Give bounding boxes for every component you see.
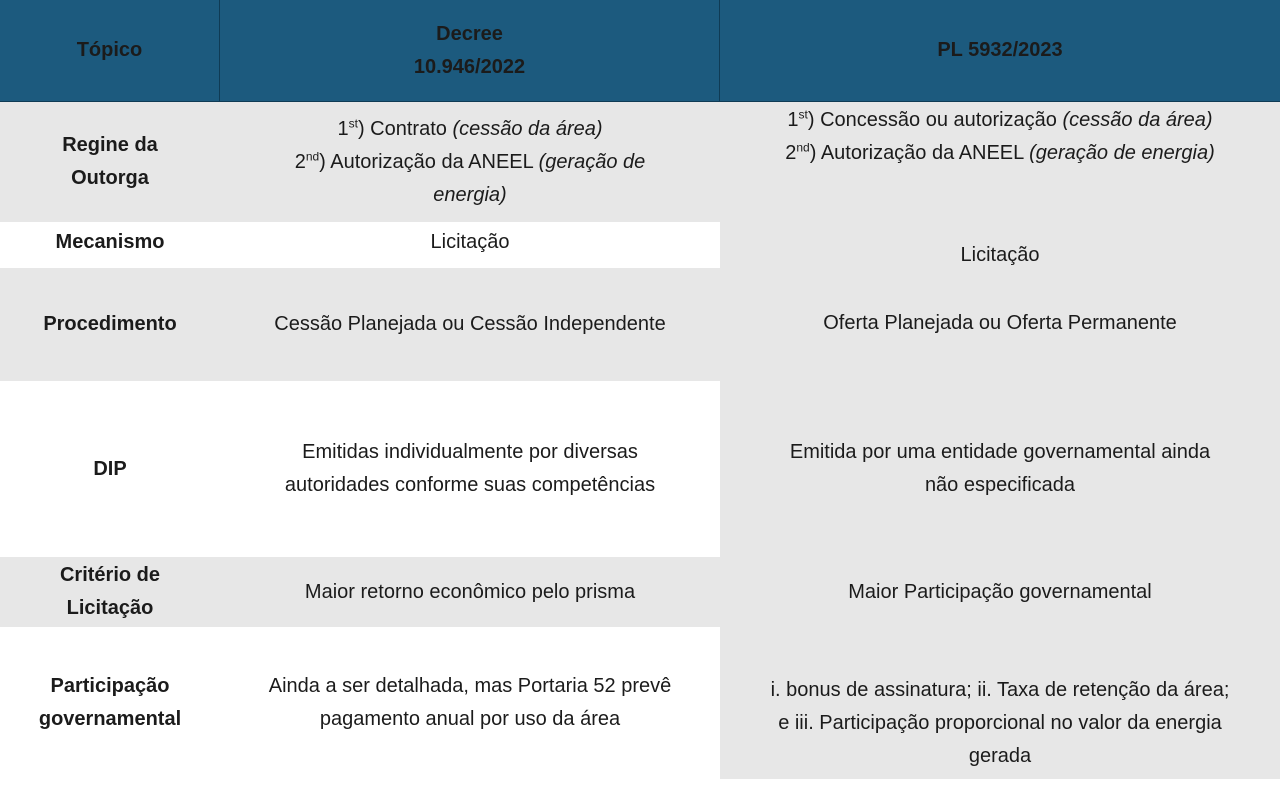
text: ) Autorização da ANEEL bbox=[809, 142, 1030, 164]
row-regime-topic-line2: Outorga bbox=[71, 167, 149, 189]
text: ) Autorização da ANEEL bbox=[319, 150, 539, 173]
row-dip-pl bbox=[720, 381, 1280, 557]
row-participation-pl-line2: e iii. Participação proporcional no valor da energia bbox=[778, 712, 1222, 734]
row-regime-decree-line3 bbox=[295, 179, 646, 212]
row-mechanism-pl bbox=[720, 222, 1280, 288]
row-participation-pl bbox=[720, 627, 1280, 779]
row-regime-decree-line2 bbox=[295, 146, 646, 179]
row-participation-decree-line1: Ainda a ser detalhada, mas Portaria 52 prevê bbox=[268, 675, 672, 697]
italic-note: (geração de energia) bbox=[1029, 142, 1215, 164]
ordinal-number: 1 bbox=[787, 109, 799, 131]
italic-note: (cessão da área) bbox=[1062, 109, 1213, 131]
row-criteria-pl bbox=[720, 557, 1280, 627]
header-topic bbox=[0, 0, 220, 102]
row-participation-topic-line1: Participação bbox=[50, 675, 170, 697]
row-participation-pl-line3: gerada bbox=[968, 745, 1032, 767]
row-participation-decree-line2: pagamento anual por uso da área bbox=[319, 708, 621, 730]
row-dip-topic bbox=[0, 381, 220, 557]
row-mechanism-decree-value: Licitação bbox=[430, 231, 510, 253]
ordinal-number: 1 bbox=[337, 117, 349, 140]
italic-note: (cessão da área) bbox=[452, 117, 603, 140]
row-mechanism-topic-label: Mecanismo bbox=[55, 231, 165, 253]
row-dip-pl-line1: Emitida por uma entidade governamental ainda bbox=[789, 441, 1211, 463]
row-participation-decree bbox=[220, 627, 720, 779]
italic-note: energia) bbox=[433, 183, 507, 206]
row-criteria-decree-value: Maior retorno econômico pelo prisma bbox=[304, 580, 636, 603]
header-pl bbox=[720, 0, 1280, 102]
header-pl-label: PL 5932/2023 bbox=[937, 39, 1063, 61]
row-dip-pl-line2: não especificada bbox=[924, 474, 1076, 496]
row-criteria-topic-line1: Critério de bbox=[59, 564, 161, 586]
text: ) Concessão ou autorização bbox=[807, 109, 1063, 131]
row-participation-pl-line1: i. bonus de assinatura; ii. Taxa de retenção da área; bbox=[770, 679, 1230, 701]
ordinal-suffix: st bbox=[348, 115, 358, 130]
row-procedure-pl-value: Oferta Planejada ou Oferta Permanente bbox=[823, 311, 1177, 334]
row-procedure-pl bbox=[720, 288, 1280, 358]
text: ) Contrato bbox=[357, 117, 453, 140]
row-dip-decree bbox=[220, 381, 720, 557]
row-regime-decree bbox=[220, 102, 720, 222]
italic-note: (geração de bbox=[538, 150, 646, 173]
header-decree-number: 10.946/2022 bbox=[413, 55, 526, 78]
row-procedure-topic-label: Procedimento bbox=[43, 313, 177, 335]
row-procedure-decree-value: Cessão Planejada ou Cessão Independente bbox=[274, 313, 666, 335]
row-dip-decree-line1: Emitidas individualmente por diversas bbox=[302, 441, 638, 463]
header-decree bbox=[220, 0, 720, 102]
row-regime-pl bbox=[720, 102, 1280, 222]
row-procedure-topic bbox=[0, 268, 220, 381]
ordinal-number: 2 bbox=[294, 150, 306, 173]
header-topic-label: Tópico bbox=[76, 39, 143, 61]
row-dip-topic-label: DIP bbox=[93, 457, 127, 480]
row-mechanism-topic bbox=[0, 222, 220, 268]
row-dip-decree-line2: autoridades conforme suas competências bbox=[284, 474, 656, 496]
row-mechanism-decree bbox=[220, 222, 720, 268]
row-participation-topic-line2: governamental bbox=[38, 708, 182, 730]
ordinal-number: 2 bbox=[785, 142, 797, 164]
header-decree-title: Decree bbox=[436, 22, 503, 45]
ordinal-suffix: nd bbox=[305, 148, 320, 163]
row-criteria-decree bbox=[220, 557, 720, 627]
row-procedure-pl-spacer bbox=[720, 358, 1280, 381]
row-regime-topic-line1: Regine da bbox=[62, 134, 158, 156]
row-regime-pl-line2 bbox=[785, 137, 1215, 170]
row-participation-topic bbox=[0, 627, 220, 779]
row-criteria-pl-value: Maior Participação governamental bbox=[848, 580, 1152, 603]
row-criteria-topic-line2: Licitação bbox=[66, 597, 154, 619]
row-criteria-topic bbox=[0, 557, 220, 627]
row-regime-topic bbox=[0, 102, 220, 222]
ordinal-suffix: st bbox=[798, 107, 808, 122]
row-procedure-decree bbox=[220, 268, 720, 381]
ordinal-suffix: nd bbox=[796, 140, 810, 155]
row-mechanism-pl-value: Licitação bbox=[960, 243, 1040, 266]
row-regime-decree-line1 bbox=[295, 113, 646, 146]
row-regime-pl-line1 bbox=[785, 104, 1215, 137]
